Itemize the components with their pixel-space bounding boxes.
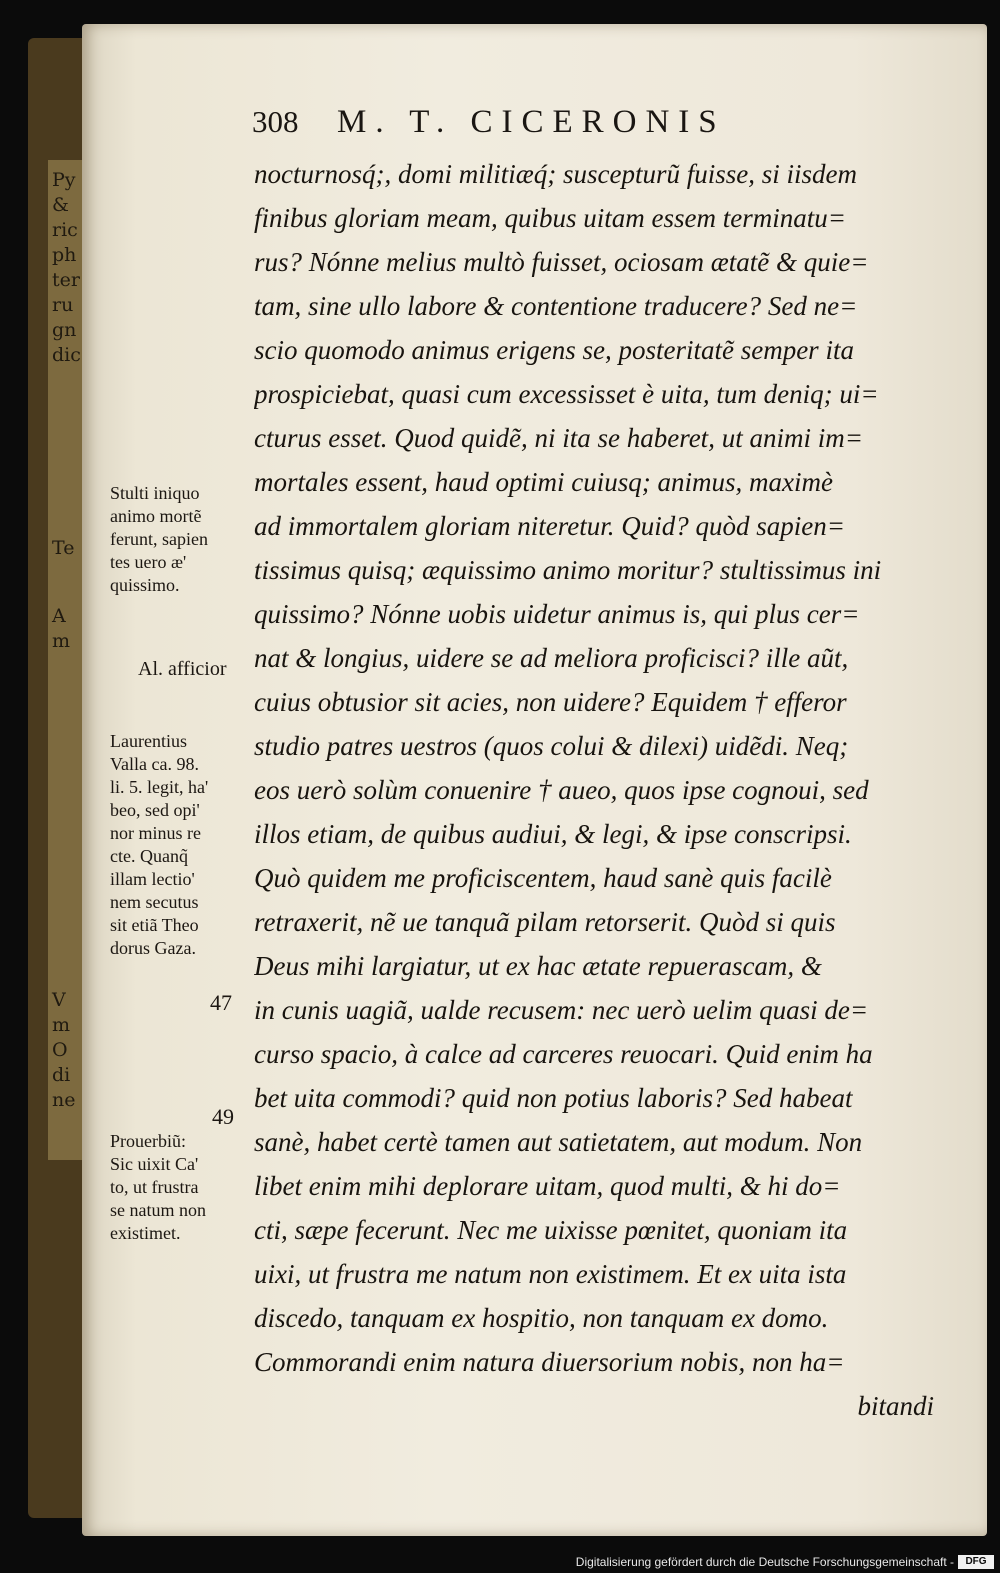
previous-page-fragment: gn	[52, 319, 77, 341]
text-line: discedo, tanquam ex hospitio, non tanquam ex domo.	[254, 1303, 829, 1333]
text-line: Commorandi enim natura diuersorium nobis, non ha=	[254, 1347, 845, 1377]
margin-note-line: se natum non	[110, 1200, 206, 1220]
text-line: cturus esset. Quod quidẽ, ni ita se haberet, ut animi im=	[254, 423, 863, 453]
previous-page-fragment: m	[52, 1014, 71, 1036]
text-line: prospiciebat, quasi cum excessisset è uita, tum deniq; ui=	[254, 379, 879, 409]
text-line: Deus mihi largiatur, ut ex hac ætate repuerascam, &	[254, 951, 822, 981]
previous-page-fragment: A	[52, 605, 66, 627]
margin-note-line: animo mortẽ	[110, 506, 202, 526]
margin-number: 47	[210, 990, 232, 1015]
funding-credit: Digitalisierung gefördert durch die Deutsche Forschungsgemeinschaft -	[575, 1555, 954, 1569]
margin-number: 49	[212, 1104, 234, 1129]
margin-note-line: to, ut frustra	[110, 1177, 199, 1197]
margin-note-line: tes uero æ'	[110, 552, 187, 572]
margin-note-valla	[110, 730, 258, 960]
text-line: Quò quidem me proficiscentem, haud sanè quis facilè	[254, 863, 832, 893]
previous-page-fragment: m	[52, 630, 71, 652]
text-line: tam, sine ullo labore & contentione traducere? Sed ne=	[254, 291, 858, 321]
margin-note-line: cte. Quanq̃	[110, 846, 188, 866]
previous-page-fragment: ne	[52, 1089, 76, 1111]
text-line: studio patres uestros (quos colui & dilexi) uidẽdi. Neq;	[254, 731, 849, 761]
text-line: quissimo? Nónne uobis uidetur animus is, qui plus cer=	[254, 599, 860, 629]
previous-page-fragment: ph	[52, 244, 77, 266]
text-line: illos etiam, de quibus audiui, & legi, & ipse conscripsi.	[254, 819, 852, 849]
margin-note-line: Stulti iniquo	[110, 483, 200, 503]
page-header	[252, 104, 852, 144]
margin-note-line: illam lectio'	[110, 869, 195, 889]
margin-note-line: Laurentius	[110, 731, 187, 751]
text-line: cuius obtusior sit acies, non uidere? Equidem † efferor	[254, 687, 847, 717]
text-line: nat & longius, uidere se ad meliora proficisci? ille aũt,	[254, 643, 849, 673]
text-line: finibus gloriam meam, quibus uitam essem terminatu=	[254, 203, 846, 233]
text-line: sanè, habet certè tamen aut satietatem, aut modum. Non	[254, 1127, 863, 1157]
text-line: tissimus quisq; æquissimo animo moritur? stultissimus ini	[254, 555, 882, 585]
margin-note-prouerbium	[110, 1130, 258, 1245]
text-line: uixi, ut frustra me natum non existimem. Et ex uita ista	[254, 1259, 847, 1289]
text-line: cti, sæpe fecerunt. Nec me uixisse pœnitet, quoniam ita	[254, 1215, 848, 1245]
margin-note-line: ferunt, sapien	[110, 529, 208, 549]
catchword: bitandi	[857, 1391, 934, 1421]
margin-note-line: li. 5. legit, ha'	[110, 777, 209, 797]
previous-page-fragment: ru	[52, 294, 74, 316]
previous-page-fragment: Py	[52, 169, 76, 191]
text-line: curso spacio, à calce ad carceres reuocari. Quid enim ha	[254, 1039, 873, 1069]
margin-note-line: Valla ca. 98.	[110, 754, 199, 774]
text-line: in cunis uagiã, ualde recusem: nec uerò uelim quasi de=	[254, 995, 869, 1025]
margin-note-line: beo, sed opi'	[110, 800, 200, 820]
margin-note-line: sit etiã Theo	[110, 915, 199, 935]
margin-note-afficior	[138, 658, 286, 681]
previous-page-fragment: V	[52, 989, 66, 1011]
running-title: M. T. CICERONIS	[337, 104, 726, 140]
footer-bar	[0, 1551, 1000, 1573]
dfg-logo-icon: DFG	[958, 1555, 994, 1569]
text-line: retraxerit, nẽ ue tanquã pilam retorserit. Quòd si quis	[254, 907, 836, 937]
margin-note-line: Sic uixit Ca'	[110, 1154, 199, 1174]
margin-note-line: quissimo.	[110, 575, 180, 595]
page-number: 308	[252, 104, 299, 139]
text-line: rus? Nónne melius multò fuisset, ociosam ætatẽ & quie=	[254, 247, 869, 277]
margin-note-stulti	[110, 482, 258, 597]
margin-note-line: Al. afficior	[138, 658, 227, 680]
previous-page-fragment: ter	[52, 269, 80, 291]
text-line: libet enim mihi deplorare uitam, quod multi, & hi do=	[254, 1171, 841, 1201]
margin-note-line: nem secutus	[110, 892, 199, 912]
previous-page-fragment: &	[52, 194, 69, 216]
previous-page-fragment: di	[52, 1064, 71, 1086]
previous-page-fragment: ric	[52, 219, 78, 241]
text-line: scio quomodo animus erigens se, posteritatẽ semper ita	[254, 335, 854, 365]
text-line: eos uerò solùm conuenire † aueo, quos ipse cognoui, sed	[254, 775, 869, 805]
text-line: mortales essent, haud optimi cuiusq; animus, maximè	[254, 467, 833, 497]
margin-note-line: dorus Gaza.	[110, 938, 196, 958]
margin-note-line: nor minus re	[110, 823, 201, 843]
previous-page-fragment: O	[52, 1039, 68, 1061]
body-text	[254, 152, 944, 1428]
text-line: bet uita commodi? quid non potius laboris? Sed habeat	[254, 1083, 853, 1113]
margin-note-line: existimet.	[110, 1223, 181, 1243]
previous-page-fragment: dic	[52, 344, 81, 366]
text-line: nocturnosq́;, domi militiæq́; suscepturũ fuisse, si iisdem	[254, 159, 857, 189]
previous-page-fragment: Te	[52, 537, 75, 559]
margin-note-line: Prouerbiũ:	[110, 1131, 186, 1151]
text-line: ad immortalem gloriam niteretur. Quid? quòd sapien=	[254, 511, 845, 541]
